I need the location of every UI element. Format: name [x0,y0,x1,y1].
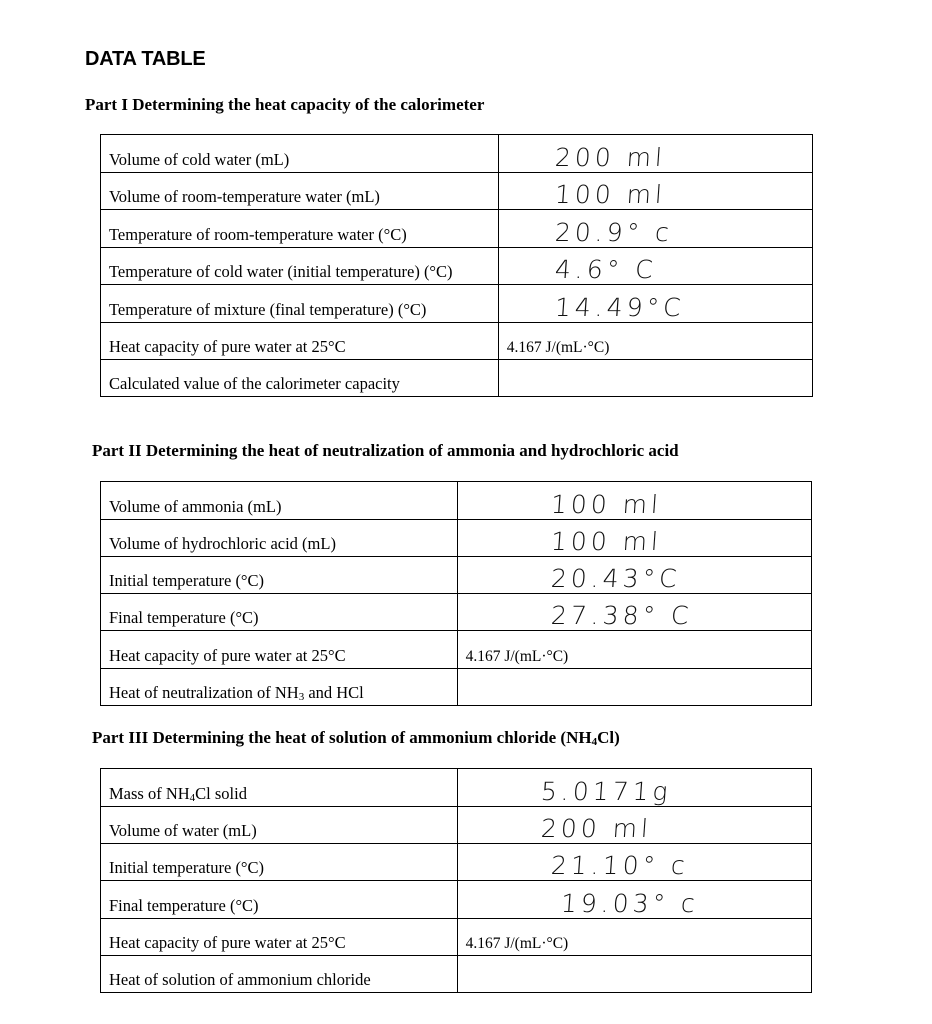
part1-table [100,134,813,397]
row-value-handwritten: 27.38° C [457,594,811,631]
row-value-handwritten: 100 ml [457,482,811,520]
table-row [101,285,813,323]
row-label: Temperature of room-temperature water (°C) [101,210,499,248]
row-value-empty [457,956,811,993]
row-value-handwritten: 14.49°C [498,285,812,323]
row-value: 4.167 J/(mL·°C) [457,631,811,669]
row-value-handwritten: 100 ml [457,520,811,557]
row-label: Heat capacity of pure water at 25°C [101,919,458,956]
row-label: Final temperature (°C) [101,881,458,919]
row-label: Heat of neutralization of $NH_3$ and HCl [101,669,458,706]
table-row [101,844,812,881]
row-label: Initial temperature (°C) [101,557,458,594]
table-row [101,323,813,360]
row-label: Final temperature (°C) [101,594,458,631]
row-value-handwritten: 200 ml [498,135,812,173]
row-value-handwritten: 4.6° C [498,248,812,285]
row-label: Initial temperature (°C) [101,844,458,881]
table-row [101,631,812,669]
table-row [101,360,813,397]
part1-title: Part I Determining the heat capacity of the calorimeter [85,95,485,114]
row-value-handwritten: 200 ml [457,807,811,844]
row-value-empty [498,360,812,397]
row-value: 4.167 J/(mL·°C) [498,323,812,360]
row-value-empty [457,669,811,706]
table-row [101,482,812,520]
part2-table [100,481,812,706]
table-row [101,594,812,631]
row-label: Volume of room-temperature water (mL) [101,173,499,210]
table-row [101,248,813,285]
row-value-handwritten: 21.10° c [457,844,811,881]
table-row [101,210,813,248]
table-row [101,769,812,807]
table-row [101,881,812,919]
row-value-handwritten: 20.43°C [457,557,811,594]
part2-title: Part II Determining the heat of neutralization of ammonia and hydrochloric acid [92,441,679,460]
row-label: Calculated value of the calorimeter capacity [101,360,499,397]
row-label: Heat of solution of ammonium chloride [101,956,458,993]
table-row [101,919,812,956]
row-value-handwritten: 100 ml [498,173,812,210]
table-row [101,557,812,594]
row-label: Mass of $NH_4Cl$ solid [101,769,458,807]
table-row [101,956,812,993]
row-label: Temperature of cold water (initial temperature) (°C) [101,248,499,285]
table-row [101,520,812,557]
row-label: Volume of ammonia (mL) [101,482,458,520]
row-label: Volume of hydrochloric acid (mL) [101,520,458,557]
table-row [101,807,812,844]
part3-table [100,768,812,993]
row-value-handwritten: 19.03° c [457,881,811,919]
table-row [101,669,812,706]
row-label: Heat capacity of pure water at 25°C [101,323,499,360]
row-value-handwritten: 20.9° c [498,210,812,248]
row-label: Volume of cold water (mL) [101,135,499,173]
row-value-handwritten: 5.0171g [457,769,811,807]
row-value: 4.167 J/(mL·°C) [457,919,811,956]
table-row [101,135,813,173]
part3-title: Part III Determining the heat of solution of ammonium chloride $(NH_4Cl)$ [92,728,620,748]
row-label: Temperature of mixture (final temperature) (°C) [101,285,499,323]
row-label: Heat capacity of pure water at 25°C [101,631,458,669]
page-title: DATA TABLE [85,48,206,70]
row-label: Volume of water (mL) [101,807,458,844]
table-row [101,173,813,210]
